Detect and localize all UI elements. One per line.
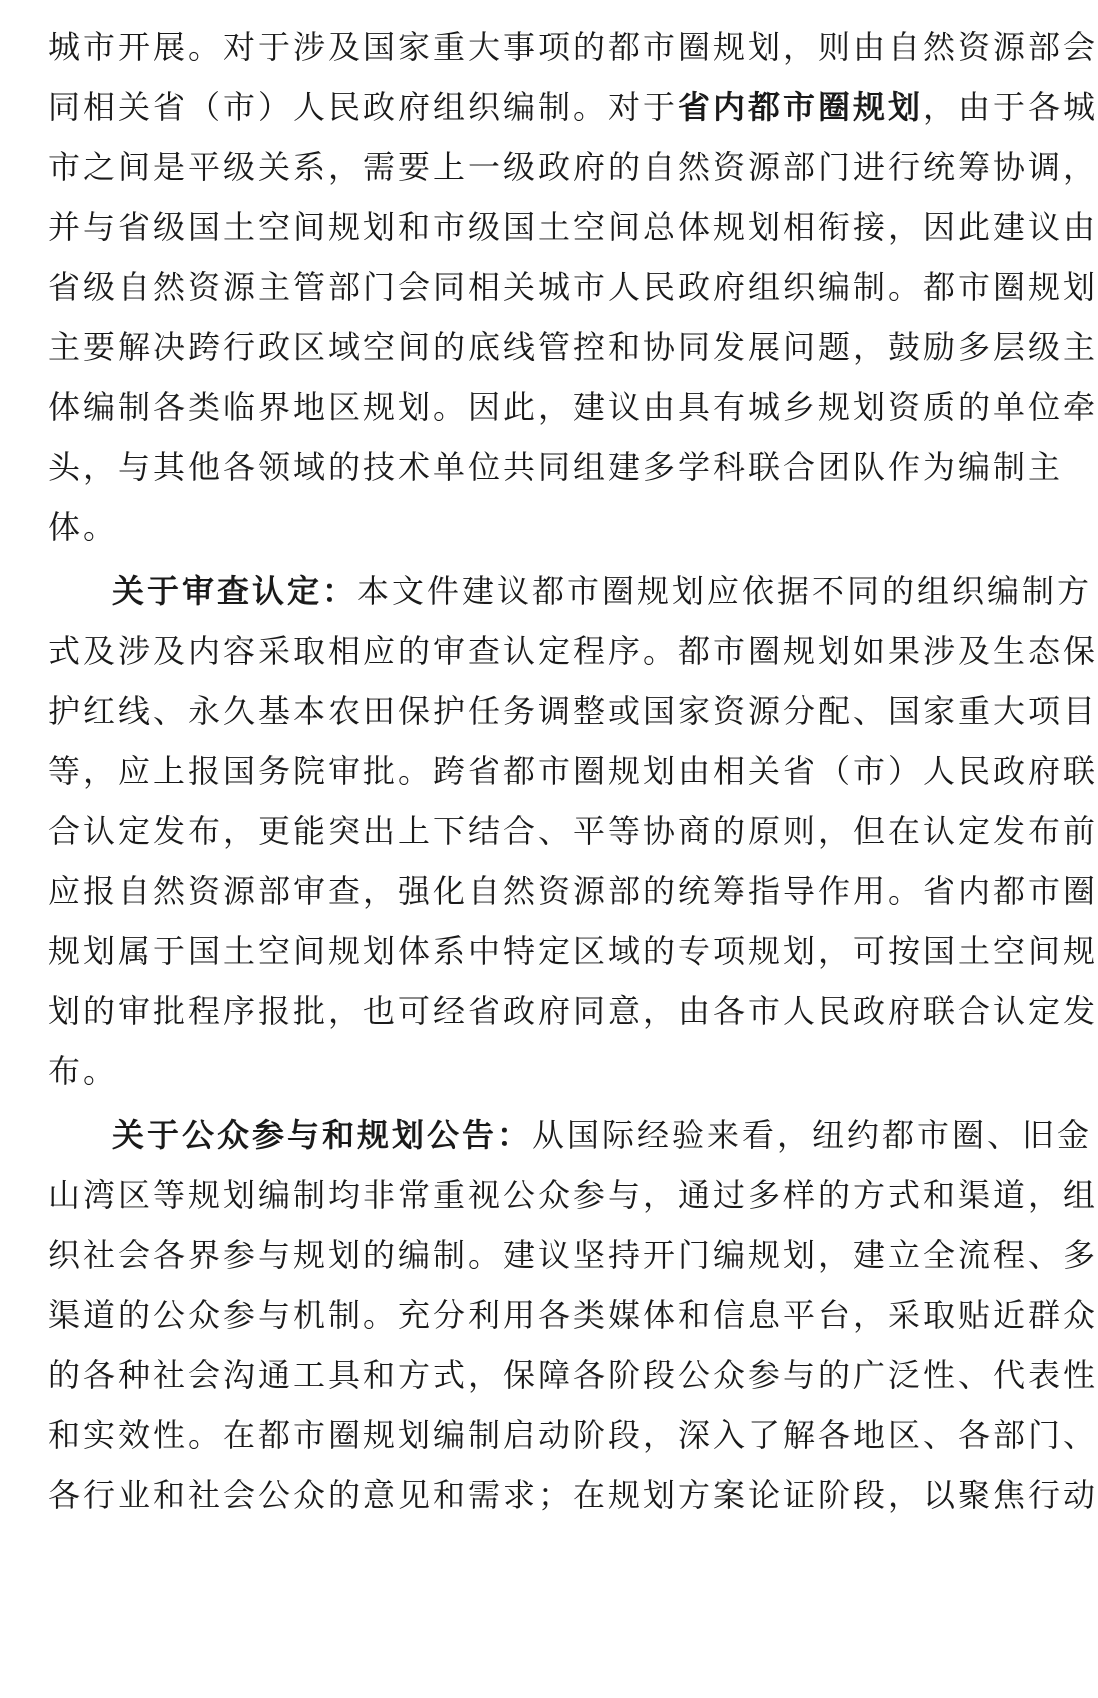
text-line: 护红线、永久基本农田保护任务调整或国家资源分配、国家重大项目 (48, 692, 1098, 730)
text-line: 等，应上报国务院审批。跨省都市圈规划由相关省（市）人民政府联 (48, 752, 1098, 790)
section-heading: 关于审查认定： (112, 572, 358, 610)
text-line: 应报自然资源部审查，强化自然资源部的统筹指导作用。省内都市圈 (48, 872, 1098, 910)
text-line: 合认定发布，更能突出上下结合、平等协商的原则，但在认定发布前 (48, 812, 1098, 850)
text-line: 渠道的公众参与机制。充分利用各类媒体和信息平台，采取贴近群众 (48, 1296, 1098, 1334)
text-run: 本文件建议都市圈规划应依据不同的组织编制方 (357, 572, 1093, 610)
text-line: 并与省级国土空间规划和市级国土空间总体规划相衔接，因此建议由 (48, 208, 1098, 246)
text-line (112, 561, 1093, 621)
text-line: 山湾区等规划编制均非常重视公众参与，通过多样的方式和渠道，组 (48, 1176, 1098, 1214)
text-line: 各行业和社会公众的意见和需求；在规划方案论证阶段，以聚焦行动 (48, 1476, 1098, 1514)
text-line: 和实效性。在都市圈规划编制启动阶段，深入了解各地区、各部门、 (48, 1416, 1098, 1454)
text-line (112, 1105, 1093, 1165)
text-line: 省级自然资源主管部门会同相关城市人民政府组织编制。都市圈规划 (48, 268, 1098, 306)
text-line: 布。 (48, 1052, 119, 1090)
text-line: 体编制各类临界地区规划。因此，建议由具有城乡规划资质的单位牵 (48, 388, 1098, 426)
text-line: 体。 (48, 508, 119, 546)
text-line: 市之间是平级关系，需要上一级政府的自然资源部门进行统筹协调， (48, 148, 1098, 186)
text-run: 同相关省（市）人民政府组织编制。对于 (48, 88, 679, 126)
emphasis-term: 省内都市圈规划 (678, 88, 924, 126)
text-line: 式及涉及内容采取相应的审查认定程序。都市圈规划如果涉及生态保 (48, 632, 1098, 670)
text-line: 规划属于国土空间规划体系中特定区域的专项规划，可按国土空间规 (48, 932, 1098, 970)
text-line: 主要解决跨行政区域空间的底线管控和协同发展问题，鼓励多层级主 (48, 328, 1098, 366)
text-run: 从国际经验来看，纽约都市圈、旧金 (532, 1116, 1093, 1154)
text-line: 织社会各界参与规划的编制。建议坚持开门编规划，建立全流程、多 (48, 1236, 1098, 1274)
section-heading: 关于公众参与和规划公告： (112, 1116, 533, 1154)
text-line: 的各种社会沟通工具和方式，保障各阶段公众参与的广泛性、代表性 (48, 1356, 1098, 1394)
text-line: 城市开展。对于涉及国家重大事项的都市圈规划，则由自然资源部会 (48, 28, 1098, 66)
text-line (48, 77, 1098, 137)
text-run: ，由于各城 (923, 88, 1098, 126)
text-line: 划的审批程序报批，也可经省政府同意，由各市人民政府联合认定发 (48, 992, 1098, 1030)
text-line: 头，与其他各领域的技术单位共同组建多学科联合团队作为编制主 (48, 448, 1064, 486)
